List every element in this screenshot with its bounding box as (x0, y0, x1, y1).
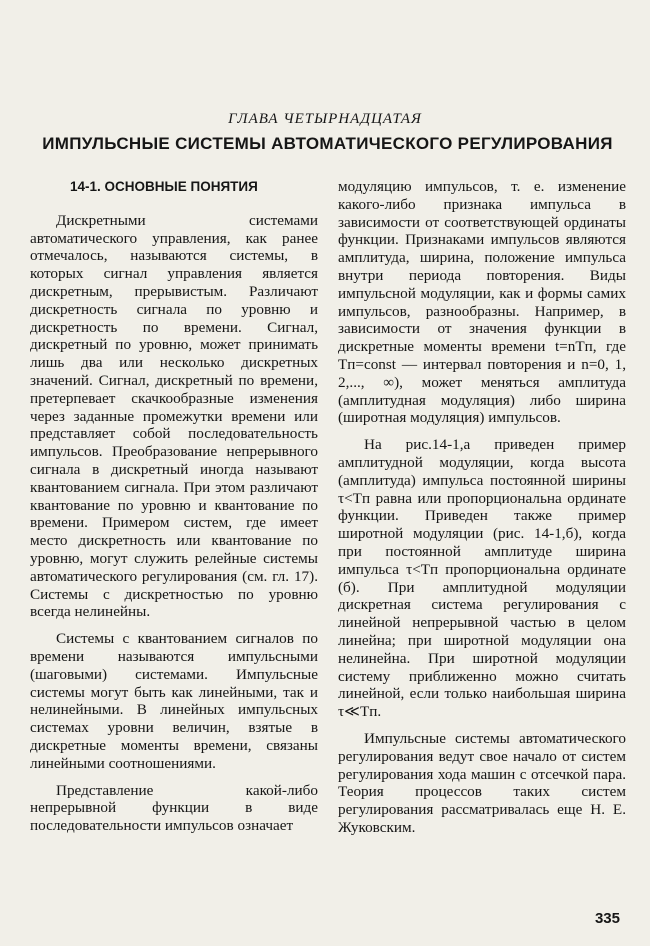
paragraph: Системы с квантованием сигналов по времени называются импульсными (шаговыми) системами. Импульсные системы могут быть как линейными, так и нелинейными. В линейных импульсных системах уровни величин, взятые в дискретные моменты времени, связаны линейными соотношениями. (30, 630, 318, 772)
right-column (338, 178, 626, 837)
page-number: 335 (594, 910, 620, 927)
chapter-title: ИМПУЛЬСНЫЕ СИСТЕМЫ АВТОМАТИЧЕСКОГО РЕГУЛИРОВАНИЯ (42, 134, 613, 153)
left-column (30, 178, 318, 835)
paragraph: Представление какой-либо непрерывной функции в виде последовательности импульсов означает (30, 781, 318, 835)
section-heading: 14-1. ОСНОВНЫЕ ПОНЯТИЯ (70, 179, 258, 194)
paragraph: На рис.14-1,а приведен пример амплитудной модуляции, когда высота (амплитуда) импульса постоянной ширины τ<Tп равна или пропорциональна ординате функции. Приведен также пример широтной модуляции (рис. 14-1,б), когда при постоянной амплитуде ширина импульса τ<Tп пропорциональна ординате (б). При амплитудной модуляции дискретная система регулирования с линейной непрерывной частью в целом линейна; при широтной модуляции она нелинейна. При широтной модуляции систему приближенно можно считать линейной, если только наибольшая ширина τ≪Tп. (338, 436, 626, 721)
paragraph: Дискретными системами автоматического управления, как ранее отмечалось, называются системы, в которых сигнал управления является дискретным, прерывистым. Различают дискретность сигнала по уровню и дискретность по времени. Сигнал, дискретный по уровню, может принимать лишь два или несколько дискретных значений. Сигнал, дискретный по времени, претерпевает скачкообразные изменения через заданные промежутки времени или представляет собой последовательность импульсов. Преобразование непрерывного сигнала в дискретный иногда называют квантованием сигнала. При этом различают квантование по уровню и квантование по времени. Примером систем, где имеет место дискретность или квантование по уровню, могут служить релейные системы автоматического регулирования (см. гл. 17). Системы с дискретностью по уровню всегда нелинейны. (30, 211, 318, 621)
paragraph: модуляцию импульсов, т. е. изменение какого-либо признака импульса в зависимости от соответствующей ординаты функции. Признаками импульсов являются амплитуда, ширина, положение импульса внутри периода повторения. Виды импульсной модуляции, как и формы самих импульсов, разнообразны. Например, в зависимости от значения функции в дискретные моменты времени t=nTп, где Tп=const — интервал повторения и n=0, 1, 2,..., ∞), может меняться амплитуда (амплитудная модуляция) либо ширина (широтная модуляция) импульсов. (338, 178, 626, 427)
chapter-heading: ГЛАВА ЧЕТЫРНАДЦАТАЯ (228, 111, 422, 127)
paragraph: Импульсные системы автоматического регулирования ведут свое начало от систем регулирования хода машин с отсечкой пара. Теория процессов таких систем регулирования рассматривалась еще Н. Е. Жуковским. (338, 729, 626, 836)
